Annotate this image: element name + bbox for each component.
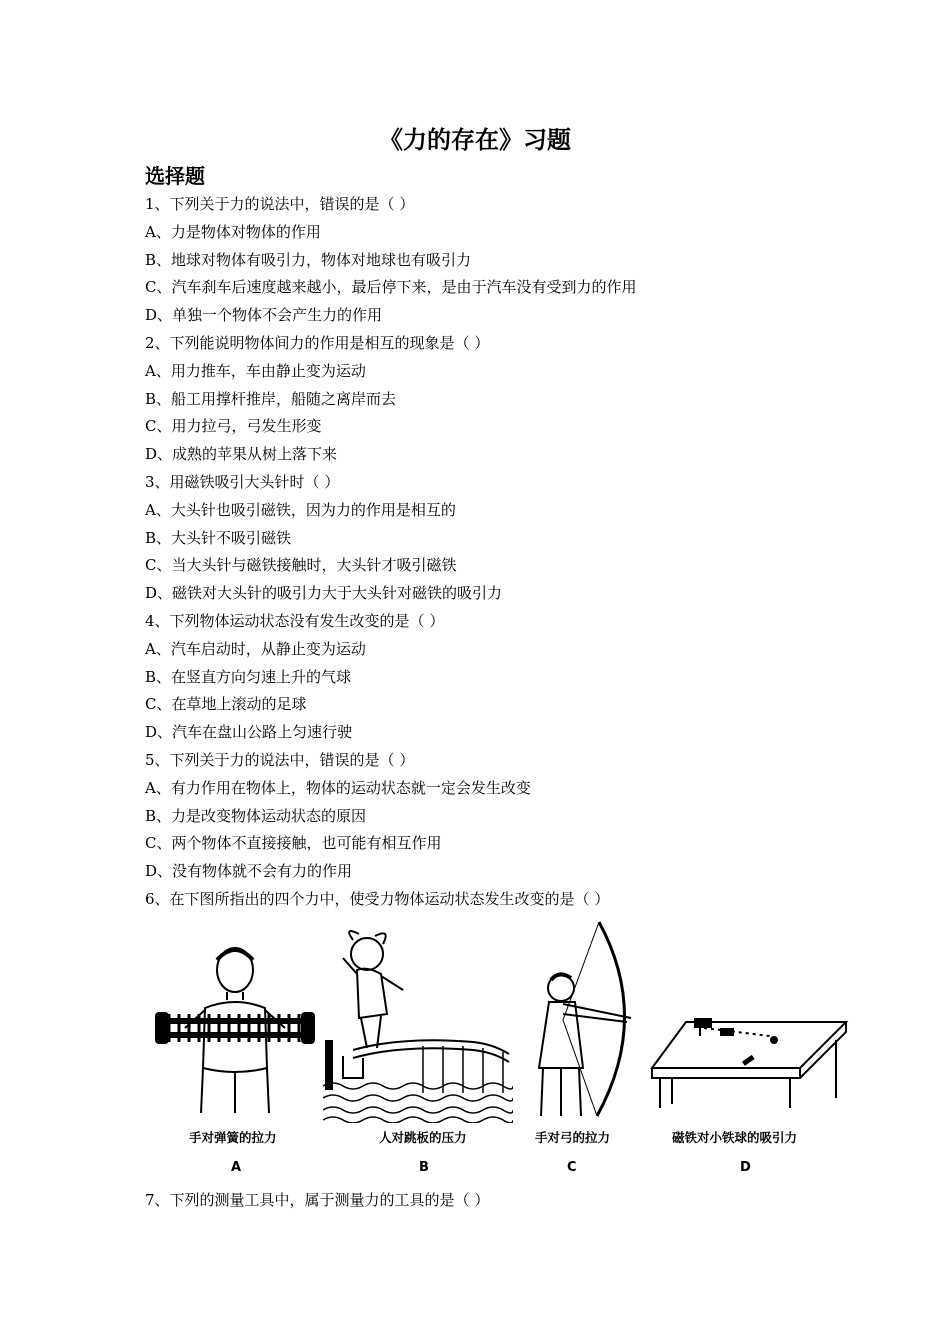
option-line: A、用力推车，车由静止变为运动 xyxy=(145,361,366,380)
section-heading: 选择题 xyxy=(145,164,205,188)
question-line: 6、在下图所指出的四个力中，使受力物体运动状态发生改变的是（ ） xyxy=(145,889,610,908)
caption-a: 手对弹簧的拉力 xyxy=(189,1130,277,1145)
label-d: D xyxy=(740,1160,751,1175)
archer-illustration xyxy=(523,918,643,1123)
magnet-table-illustration xyxy=(650,918,855,1123)
panel-c xyxy=(523,918,643,1190)
label-c: C xyxy=(567,1160,577,1175)
option-line: A、有力作用在物体上，物体的运动状态就一定会发生改变 xyxy=(145,778,531,797)
option-line: C、两个物体不直接接触，也可能有相互作用 xyxy=(145,834,442,853)
option-line: B、大头针不吸引磁铁 xyxy=(145,528,292,547)
panel-d xyxy=(650,918,855,1190)
option-line: D、汽车在盘山公路上匀速行驶 xyxy=(145,723,353,742)
option-line: B、地球对物体有吸引力，物体对地球也有吸引力 xyxy=(145,250,472,269)
option-line: A、大头针也吸引磁铁，因为力的作用是相互的 xyxy=(145,500,456,519)
question-line: 1、下列关于力的说法中，错误的是（ ） xyxy=(145,195,415,213)
caption-d: 磁铁对小铁球的吸引力 xyxy=(672,1130,798,1145)
question-line: 4、下列物体运动状态没有发生改变的是（ ） xyxy=(145,611,445,630)
option-line: A、汽车启动时，从静止变为运动 xyxy=(145,639,366,658)
option-line: A、力是物体对物体的作用 xyxy=(145,222,321,241)
question-list xyxy=(145,191,845,914)
caption-c: 手对弓的拉力 xyxy=(535,1130,611,1145)
option-line: C、当大头针与磁铁接触时，大头针才吸引磁铁 xyxy=(145,556,457,575)
option-line: B、船工用撑杆推岸，船随之离岸而去 xyxy=(145,389,397,408)
option-line: C、用力拉弓，弓发生形变 xyxy=(145,417,322,436)
page-title: 《力的存在》习题 xyxy=(379,125,571,154)
option-line: D、单独一个物体不会产生力的作用 xyxy=(145,306,383,325)
caption-b: 人对跳板的压力 xyxy=(379,1130,467,1145)
label-b: B xyxy=(419,1160,429,1175)
option-line: B、在竖直方向匀速上升的气球 xyxy=(145,667,352,686)
diving-board-illustration xyxy=(323,918,513,1123)
option-line: D、没有物体就不会有力的作用 xyxy=(145,862,353,881)
question-6-figure xyxy=(155,918,855,1190)
option-line: D、成熟的苹果从树上落下来 xyxy=(145,445,338,464)
option-line: B、力是改变物体运动状态的原因 xyxy=(145,806,367,825)
panel-b xyxy=(323,918,513,1190)
question-line: 5、下列关于力的说法中，错误的是（ ） xyxy=(145,750,415,769)
spring-stretch-illustration xyxy=(155,918,315,1123)
panel-a xyxy=(155,918,315,1190)
question-line: 2、下列能说明物体间力的作用是相互的现象是（ ） xyxy=(145,333,490,352)
option-line: D、磁铁对大头针的吸引力大于大头针对磁铁的吸引力 xyxy=(145,584,503,603)
question-line: 3、用磁铁吸引大头针时（ ） xyxy=(145,472,340,491)
question-line: 7、下列的测量工具中，属于测量力的工具的是（ ） xyxy=(145,1191,490,1209)
option-line: C、在草地上滚动的足球 xyxy=(145,695,307,714)
option-line: C、汽车刹车后速度越来越小，最后停下来，是由于汽车没有受到力的作用 xyxy=(145,278,637,297)
label-a: A xyxy=(231,1160,242,1175)
